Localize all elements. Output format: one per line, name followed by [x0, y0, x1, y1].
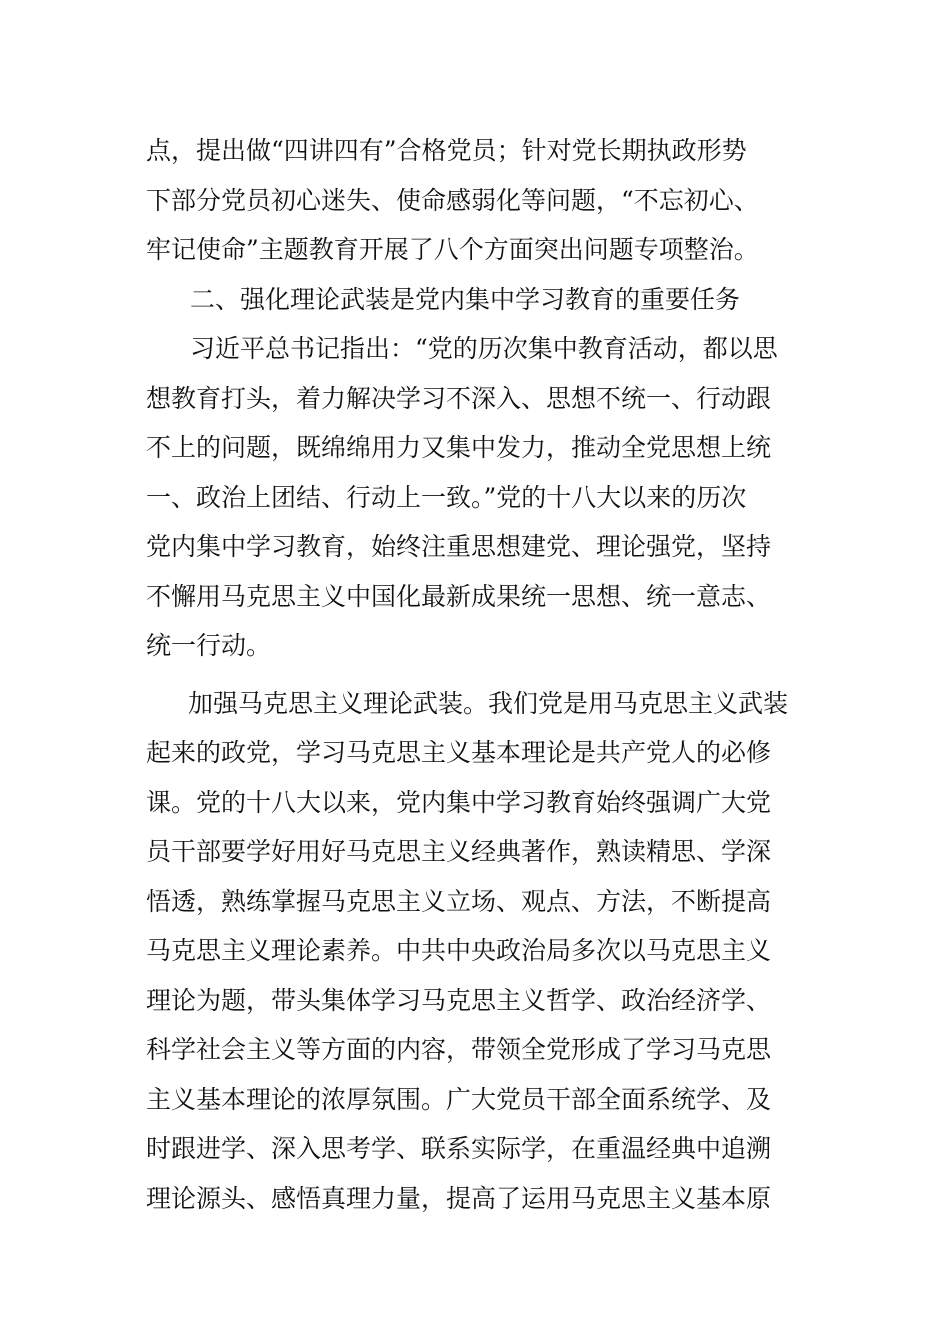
text-line: 加强马克思主义理论武装。我们党是用马克思主义武装 [188, 688, 789, 718]
text-line: 理论为题，带头集体学习马克思主义哲学、政治经济学、 [146, 985, 772, 1015]
text-line: 不懈用马克思主义中国化最新成果统一思想、统一意志、 [146, 581, 772, 611]
text-line: 马克思主义理论素养。中共中央政治局多次以马克思主义 [146, 936, 772, 965]
paragraph-spacer [146, 671, 806, 679]
text-line: 党内集中学习教育，始终注重思想建党、理论强党，坚持 [146, 532, 772, 561]
text-line: 下部分党员初心迷失、使命感弱化等问题，“不忘初心、 [146, 185, 759, 215]
text-line: 想教育打头，着力解决学习不深入、思想不统一、行动跟 [146, 383, 772, 413]
text-line: 起来的政党，学习马克思主义基本理论是共产党人的必修 [146, 738, 772, 767]
text-line: 主义基本理论的浓厚氛围。广大党员干部全面系统学、及 [146, 1084, 772, 1114]
section-heading [146, 275, 806, 325]
paragraph-quote [146, 324, 806, 671]
paragraph-marxism [146, 679, 806, 1224]
text-line: 时跟进学、深入思考学、联系实际学，在重温经典中追溯 [146, 1134, 772, 1163]
text-line: 牢记使命”主题教育开展了八个方面突出问题专项整治。 [146, 235, 759, 264]
section-heading-text: 二、强化理论武装是党内集中学习教育的重要任务 [190, 284, 741, 314]
text-line: 科学社会主义等方面的内容，带领全党形成了学习马克思 [146, 1035, 772, 1064]
document-body [146, 126, 806, 1223]
text-line: 习近平总书记指出：“党的历次集中教育活动，都以思 [190, 334, 778, 363]
text-line: 员干部要学好用好马克思主义经典著作，熟读精思、学深 [146, 837, 772, 866]
continuation-paragraph [146, 126, 806, 275]
text-line: 理论源头、感悟真理力量，提高了运用马克思主义基本原 [146, 1183, 772, 1213]
text-line: 不上的问题，既绵绵用力又集中发力，推动全党思想上统 [146, 433, 772, 462]
text-line: 课。党的十八大以来，党内集中学习教育始终强调广大党 [146, 787, 772, 817]
text-line: 一、政治上团结、行动上一致。”党的十八大以来的历次 [146, 482, 747, 512]
text-line: 点，提出做“四讲四有”合格党员；针对党长期执政形势 [146, 136, 747, 165]
text-line: 悟透，熟练掌握马克思主义立场、观点、方法，不断提高 [146, 886, 772, 916]
text-line: 统一行动。 [146, 631, 272, 660]
